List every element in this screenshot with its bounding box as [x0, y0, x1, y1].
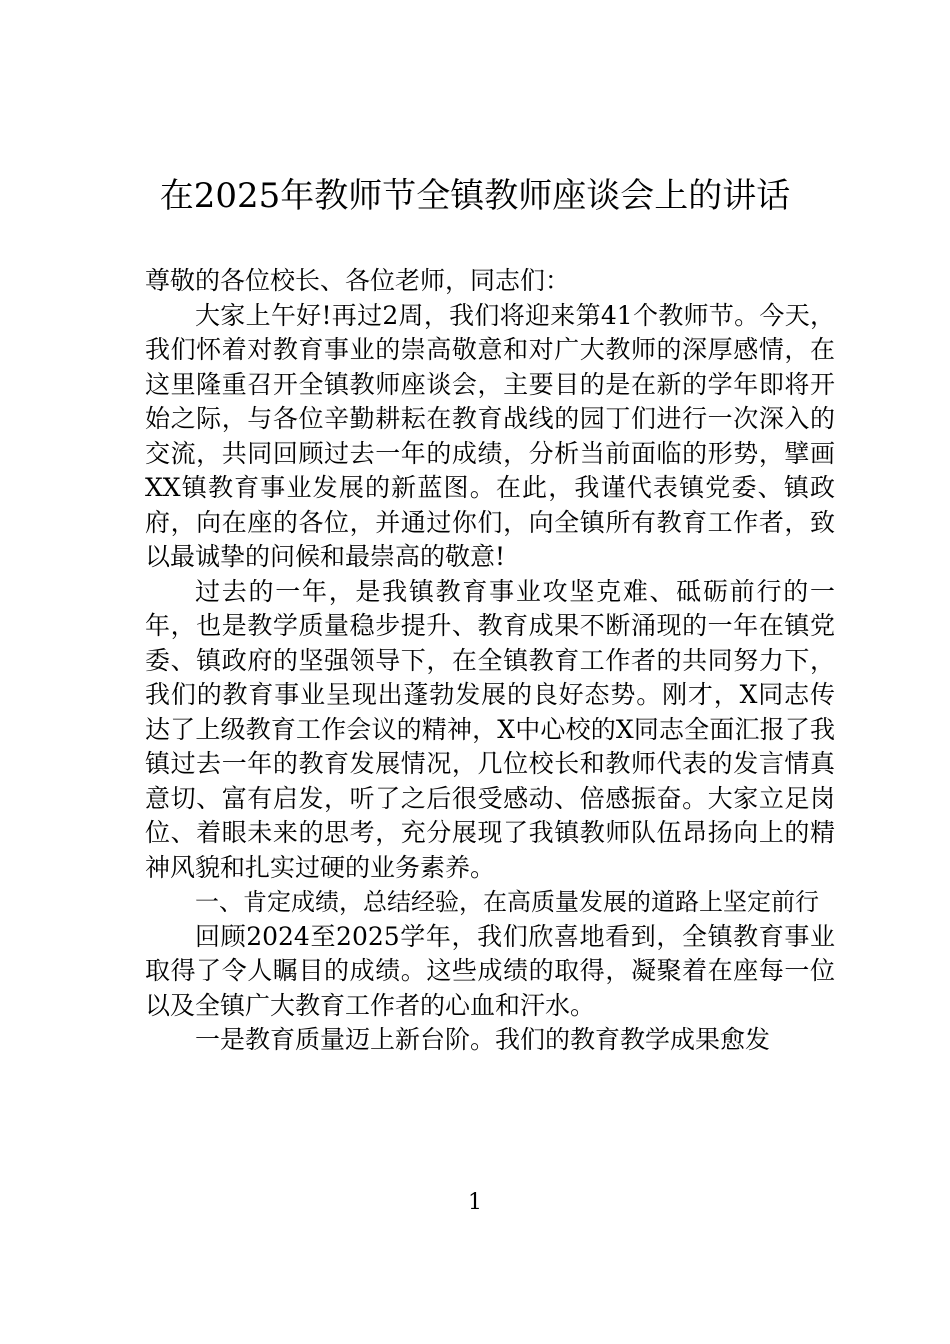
page-number: 1	[468, 1190, 482, 1215]
paragraph-4: 一是教育质量迈上新台阶。我们的教育教学成果愈发	[195, 1025, 771, 1054]
section-heading: 一、肯定成绩，总结经验，在高质量发展的道路上坚定前行	[195, 888, 819, 916]
paragraph-3: 回顾2024至2025学年，我们欣喜地看到，全镇教育事业取得了令人瞩目的成绩。这些成绩的取得，凝聚着在座每一位以及全镇广大教育工作者的心血和汗水。	[145, 921, 835, 1020]
document-title: 在2025年教师节全镇教师座谈会上的讲话	[159, 176, 791, 216]
document-body	[145, 264, 835, 1058]
salutation: 尊敬的各位校长、各位老师，同志们：	[145, 266, 571, 295]
paragraph-2: 过去的一年，是我镇教育事业攻坚克难、砥砺前行的一年，也是教学质量稳步提升、教育成果不断涌现的一年在镇党委、镇政府的坚强领导下，在全镇教育工作者的共同努力下，我们的教育事业呈现出蓬勃发展的良好态势。刚才，X同志传达了上级教育工作会议的精神，X中心校的X同志全面汇报了我镇过去一年的教育发展情况，几位校长和教师代表的发言情真意切、富有启发，听了之后很受感动、倍感振奋。大家立足岗位、着眼未来的思考，充分展现了我镇教师队伍昂扬向上的精神风貌和扎实过硬的业务素养。	[145, 576, 835, 882]
paragraph-1: 大家上午好!再过2周，我们将迎来第41个教师节。今天，我们怀着对教育事业的崇高敬意和对广大教师的深厚感情，在这里隆重召开全镇教师座谈会，主要目的是在新的学年即将开始之际，与各位辛勤耕耘在教育战线的园丁们进行一次深入的交流，共同回顾过去一年的成绩，分析当前面临的形势，擘画XX镇教育事业发展的新蓝图。在此，我谨代表镇党委、镇政府，向在座的各位，并通过你们，向全镇所有教育工作者，致以最诚挚的问候和最崇高的敬意!	[145, 300, 835, 571]
